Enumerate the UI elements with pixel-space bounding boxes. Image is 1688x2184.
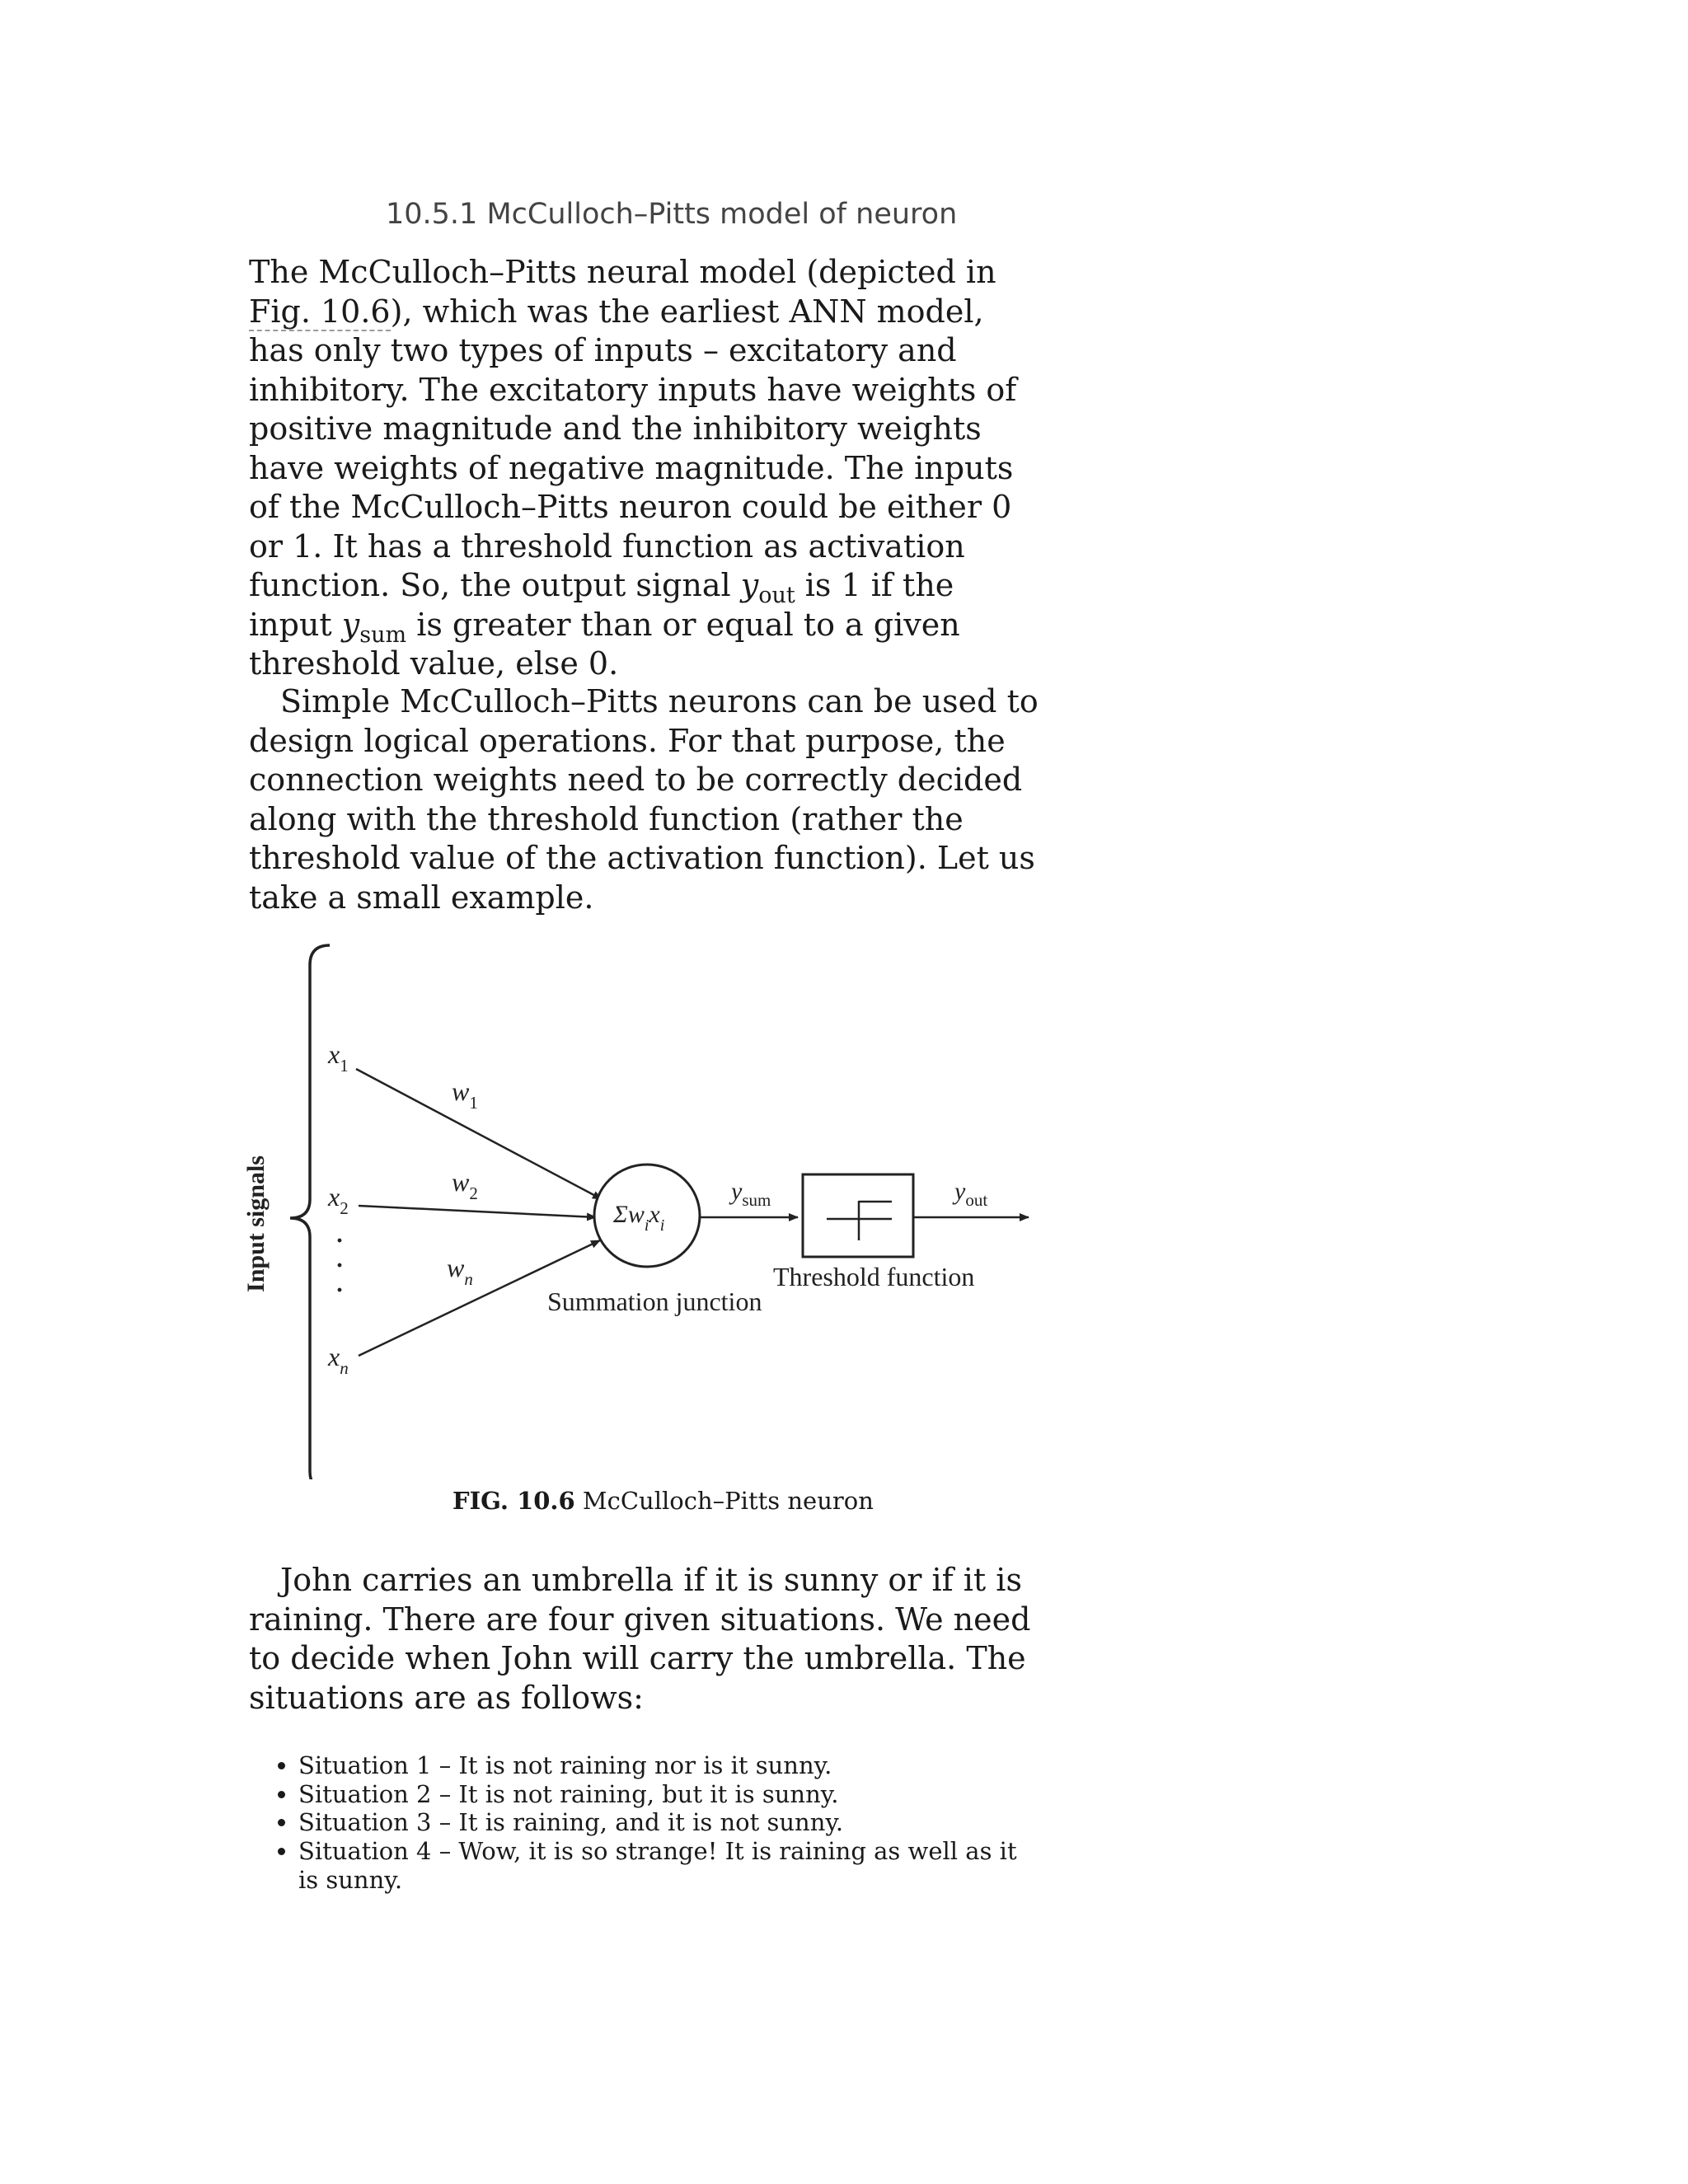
weight-wn-label: $w_n$ bbox=[447, 1253, 473, 1289]
list-item: • Situation 4 – Wow, it is so strange! It is raining as well as it is sunny. bbox=[298, 1837, 1040, 1894]
paragraph-mcculloch-pitts-intro bbox=[249, 253, 1040, 684]
figure-caption-label: FIG. 10.6 bbox=[452, 1487, 575, 1515]
summation-formula: $\Sigma w_ix_i$ bbox=[613, 1201, 665, 1235]
figure-reference-link[interactable]: Fig. 10.6 bbox=[249, 293, 391, 330]
yout-label: $y_{out}$ bbox=[954, 1178, 988, 1210]
input-x2-label: $x_2$ bbox=[328, 1182, 349, 1218]
weight-w2-label: $w_2$ bbox=[452, 1167, 478, 1203]
list-item: • Situation 1 – It is not raining nor is it sunny. bbox=[298, 1751, 1040, 1780]
figure-caption-text: McCulloch–Pitts neuron bbox=[574, 1487, 874, 1515]
neuron-diagram bbox=[239, 927, 1039, 1479]
weight-line-1 bbox=[356, 1069, 602, 1199]
math-var-y-sum: $y_{sum}$ bbox=[341, 606, 407, 648]
paragraph-logical-operations: Simple McCulloch–Pitts neurons can be used to design logical operations. For that purpose, the connection weights need to be correctly decided along with the threshold function (rather the threshold value of the activation function). Let us take a small example. bbox=[249, 683, 1039, 916]
weight-line-2 bbox=[359, 1206, 596, 1217]
summation-junction-label: Summation junction bbox=[547, 1286, 762, 1316]
input-x1-label: $x_1$ bbox=[328, 1039, 349, 1076]
paragraph-text: is greater than or equal to a given threshold value, else 0. bbox=[249, 606, 960, 682]
paragraph-text: ), which was the earliest ANN model, has only two types of inputs – excitatory and inhibitory. The excitatory inputs have weights of positive magnitude and the inhibitory weights have weights of negative magnitude. The inputs of the McCulloch–Pitts neuron could be either 0 or 1. It has a threshold function as activation function. So, the output signal bbox=[249, 293, 1017, 603]
weight-w1-label: $w_1$ bbox=[452, 1076, 478, 1113]
list-item: • Situation 3 – It is raining, and it is not sunny. bbox=[298, 1808, 1040, 1837]
paragraph-text: The McCulloch–Pitts neural model (depicted in bbox=[249, 254, 996, 290]
input-brace bbox=[290, 945, 330, 1479]
figure-caption bbox=[452, 1487, 874, 1515]
input-dot: · bbox=[335, 1277, 345, 1304]
list-item: • Situation 2 – It is not raining, but it is sunny. bbox=[298, 1780, 1040, 1809]
summation-junction-circle bbox=[594, 1165, 700, 1267]
paragraph-umbrella-example: John carries an umbrella if it is sunny or if it is raining. There are four given situations. We need to decide when John will carry the umbrella. The situations are as follows: bbox=[249, 1562, 1031, 1716]
input-dot: · bbox=[335, 1252, 345, 1279]
input-dot: · bbox=[335, 1227, 345, 1254]
paragraph-text: is 1 if the input bbox=[249, 567, 954, 643]
input-signals-label: Input signals bbox=[242, 1155, 270, 1292]
mcculloch-pitts-neuron-figure bbox=[239, 927, 1039, 1479]
input-xn-label: $x_n$ bbox=[328, 1342, 349, 1378]
threshold-function-label: Threshold function bbox=[773, 1262, 975, 1291]
section-heading: 10.5.1 McCulloch–Pitts model of neuron bbox=[386, 198, 958, 231]
situations-list bbox=[249, 1751, 1040, 1895]
math-var-y-out: $y_{out}$ bbox=[740, 567, 795, 608]
ysum-label: $y_{sum}$ bbox=[731, 1178, 771, 1210]
